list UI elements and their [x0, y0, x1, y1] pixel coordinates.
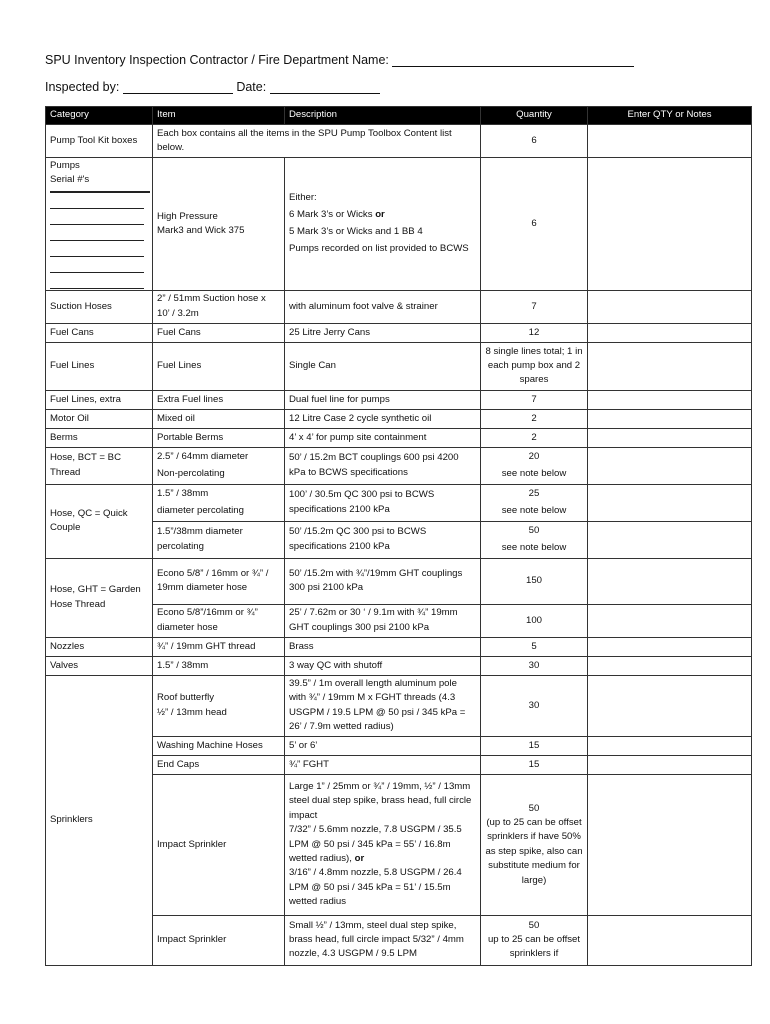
table-row [46, 125, 752, 158]
category-cell: Valves [46, 656, 153, 675]
item-cell: Washing Machine Hoses [153, 736, 285, 755]
col-header-quantity: Quantity [481, 107, 588, 125]
description-cell: 100’ / 30.5m QC 300 psi to BCWS specifications 2100 kPa [285, 484, 481, 521]
inventory-table [45, 106, 752, 966]
description-cell: 3 way QC with shutoff [285, 656, 481, 675]
notes-cell[interactable] [588, 656, 752, 675]
col-header-description: Description [285, 107, 481, 125]
quantity-cell [481, 447, 588, 484]
description-cell: 50’ /15.2m with ¾”/19mm GHT couplings 300 psi 2100 kPa [285, 558, 481, 604]
notes-cell[interactable] [588, 428, 752, 447]
serial-label: Serial #'s [50, 174, 90, 186]
item-cell: Fuel Lines [153, 342, 285, 390]
quantity-cell [481, 484, 588, 521]
quantity-cell [481, 915, 588, 965]
pumps-label: Pumps [50, 160, 80, 171]
quantity-value: 20 [528, 451, 540, 462]
notes-cell[interactable] [588, 125, 752, 158]
notes-cell[interactable] [588, 736, 752, 755]
description-cell: Small ½” / 13mm, steel dual step spike, brass head, full circle impact 5/32” / 4mm nozzle, 4.3 USGPM / 9.5 LPM [285, 915, 481, 965]
quantity-cell [481, 774, 588, 915]
notes-cell[interactable] [588, 409, 752, 428]
notes-cell[interactable] [588, 755, 752, 774]
item-cell: Impact Sprinkler [153, 915, 285, 965]
table-row [46, 323, 752, 342]
desc-paragraph [289, 823, 476, 866]
quantity-cell: 8 single lines total; 1 in each pump box and 2 spares [481, 342, 588, 390]
category-cell: Berms [46, 428, 153, 447]
item-cell: End Caps [153, 755, 285, 774]
notes-cell[interactable] [588, 774, 752, 915]
desc-line: Pumps recorded on list provided to BCWS [289, 242, 469, 254]
quantity-cell: 6 [481, 125, 588, 158]
desc-or: or [354, 852, 365, 864]
notes-cell[interactable] [588, 323, 752, 342]
quantity-note: see note below [501, 467, 567, 479]
description-cell: Brass [285, 637, 481, 656]
inspected-by-line [45, 80, 380, 94]
col-header-notes: Enter QTY or Notes [588, 107, 752, 125]
description-cell: 12 Litre Case 2 cycle synthetic oil [285, 409, 481, 428]
notes-cell[interactable] [588, 342, 752, 390]
item-cell: Econo 5/8”/16mm or ¾” diameter hose [153, 604, 285, 637]
notes-cell[interactable] [588, 604, 752, 637]
quantity-cell: 6 [481, 158, 588, 291]
desc-line [289, 207, 476, 224]
notes-cell[interactable] [588, 637, 752, 656]
quantity-value: 50 [528, 919, 540, 931]
quantity-note: see note below [501, 504, 567, 516]
quantity-note: (up to 25 can be offset sprinklers if have 50% as step spike, also can substitute medium for large) [485, 817, 583, 886]
table-row [46, 675, 752, 736]
desc-paragraph: Large 1” / 25mm or ¾” / 19mm, ½” / 13mm steel dual step spike, brass head, full circle impact [289, 781, 472, 821]
quantity-cell: 150 [481, 558, 588, 604]
quantity-cell: 7 [481, 390, 588, 409]
date-label: Date: [236, 80, 267, 94]
table-row [46, 342, 752, 390]
serial-input-line[interactable] [50, 209, 144, 225]
notes-cell[interactable] [588, 558, 752, 604]
description-cell [285, 158, 481, 291]
item-cell: Portable Berms [153, 428, 285, 447]
item-cell: Econo 5/8” / 16mm or ¾” / 19mm diameter hose [153, 558, 285, 604]
notes-cell[interactable] [588, 290, 752, 323]
description-cell: 50’ / 15.2m BCT couplings 600 psi 4200 kPa to BCWS specifications [285, 447, 481, 484]
table-row [46, 409, 752, 428]
description-cell: Dual fuel line for pumps [285, 390, 481, 409]
quantity-cell: 15 [481, 755, 588, 774]
quantity-cell: 30 [481, 656, 588, 675]
notes-cell[interactable] [588, 484, 752, 521]
quantity-cell: 5 [481, 637, 588, 656]
notes-cell[interactable] [588, 158, 752, 291]
table-row [46, 428, 752, 447]
serial-input-line[interactable] [50, 225, 144, 241]
category-cell: Hose, BCT = BC Thread [46, 447, 153, 484]
item-line: Non-percolating [157, 467, 225, 479]
item-cell: Impact Sprinkler [153, 774, 285, 915]
description-cell: ¾” FGHT [285, 755, 481, 774]
category-cell: Motor Oil [46, 409, 153, 428]
category-cell: Fuel Cans [46, 323, 153, 342]
desc-text: 7/32” / 5.6mm nozzle, 7.8 USGPM / 35.5 LPM @ 50 psi / 345 kPa = 55’ / 16.8m wetted radius), [289, 824, 462, 864]
item-cell: 1.5” / 38mm [153, 656, 285, 675]
item-line: High Pressure [157, 210, 218, 222]
item-line: diameter percolating [157, 504, 244, 516]
item-line: 1.5” / 38mm [157, 488, 209, 499]
col-header-item: Item [153, 107, 285, 125]
serial-input-line[interactable] [50, 241, 144, 257]
table-row [46, 484, 752, 521]
contractor-name-label: SPU Inventory Inspection Contractor / Fire Department Name: [45, 53, 389, 67]
notes-cell[interactable] [588, 447, 752, 484]
category-cell: Fuel Lines [46, 342, 153, 390]
desc-option-1: 6 Mark 3’s or Wicks [289, 209, 376, 221]
item-cell: Extra Fuel lines [153, 390, 285, 409]
serial-input-line[interactable] [50, 257, 144, 273]
description-cell: Single Can [285, 342, 481, 390]
desc-line: Either: [289, 192, 317, 204]
quantity-value: 25 [528, 488, 540, 499]
item-line: ½” / 13mm head [157, 706, 227, 718]
item-cell: 2” / 51mm Suction hose x 10’ / 3.2m [153, 290, 285, 323]
description-cell: Each box contains all the items in the SPU Pump Toolbox Content list below. [153, 125, 481, 158]
item-cell: 1.5”/38mm diameter percolating [153, 521, 285, 558]
category-cell [46, 158, 153, 291]
table-row [46, 656, 752, 675]
serial-input-line[interactable] [50, 273, 144, 289]
contractor-name-field[interactable] [392, 54, 634, 67]
inspected-by-field[interactable] [123, 81, 233, 94]
quantity-note: see note below [501, 541, 567, 553]
description-cell: 50’ /15.2m QC 300 psi to BCWS specifications 2100 kPa [285, 521, 481, 558]
table-row [46, 390, 752, 409]
description-cell: 39.5” / 1m overall length aluminum pole with ¾” / 19mm M x FGHT threads (4.3 USGPM / 19.5 LPM @ 50 psi / 345 kPa = 26’ / 7.9m wetted radius) [285, 675, 481, 736]
quantity-cell: 2 [481, 428, 588, 447]
quantity-cell: 15 [481, 736, 588, 755]
quantity-cell: 30 [481, 675, 588, 736]
item-cell: Mixed oil [153, 409, 285, 428]
description-cell: with aluminum foot valve & strainer [285, 290, 481, 323]
quantity-cell [481, 521, 588, 558]
notes-cell[interactable] [588, 390, 752, 409]
category-cell: Nozzles [46, 637, 153, 656]
desc-or: or [375, 209, 385, 221]
description-cell [285, 774, 481, 915]
table-row [46, 158, 752, 291]
description-cell: 4’ x 4’ for pump site containment [285, 428, 481, 447]
quantity-cell: 2 [481, 409, 588, 428]
item-line: Mark3 and Wick 375 [157, 224, 245, 236]
item-line: Roof butterfly [157, 692, 215, 704]
desc-line: 5 Mark 3’s or Wicks and 1 BB 4 [289, 225, 423, 237]
table-row [46, 447, 752, 484]
table-row [46, 290, 752, 323]
category-cell: Hose, QC = Quick Couple [46, 484, 153, 558]
item-cell: ¾” / 19mm GHT thread [153, 637, 285, 656]
date-field[interactable] [270, 81, 380, 94]
description-cell: 25’ / 7.62m or 30 ‘ / 9.1m with ¾” 19mm GHT couplings 300 psi 2100 kPa [285, 604, 481, 637]
description-cell: 25 Litre Jerry Cans [285, 323, 481, 342]
table-row [46, 637, 752, 656]
quantity-value: 50 [528, 525, 540, 536]
category-cell: Sprinklers [46, 675, 153, 965]
category-cell: Pump Tool Kit boxes [46, 125, 153, 158]
notes-cell[interactable] [588, 521, 752, 558]
quantity-value: 50 [528, 802, 540, 814]
item-cell [153, 484, 285, 521]
description-cell: 5’ or 6’ [285, 736, 481, 755]
quantity-cell: 7 [481, 290, 588, 323]
item-line: 2.5” / 64mm diameter [157, 451, 249, 462]
item-cell [153, 447, 285, 484]
quantity-note: up to 25 can be offset sprinklers if [487, 934, 581, 960]
item-cell [153, 675, 285, 736]
category-cell: Fuel Lines, extra [46, 390, 153, 409]
notes-cell[interactable] [588, 675, 752, 736]
contractor-name-line [45, 53, 634, 67]
category-cell: Suction Hoses [46, 290, 153, 323]
desc-paragraph: 3/16” / 4.8mm nozzle, 5.8 USGPM / 26.4 LPM @ 50 psi / 345 kPa = 51’ / 15.5m wetted radius [289, 867, 462, 908]
table-header-row [46, 107, 752, 125]
item-cell: Fuel Cans [153, 323, 285, 342]
quantity-cell: 12 [481, 323, 588, 342]
item-cell [153, 158, 285, 291]
category-cell: Hose, GHT = Garden Hose Thread [46, 558, 153, 637]
col-header-category: Category [46, 107, 153, 125]
inspected-by-label: Inspected by: [45, 80, 120, 94]
quantity-cell: 100 [481, 604, 588, 637]
table-row [46, 558, 752, 604]
notes-cell[interactable] [588, 915, 752, 965]
serial-input-line[interactable] [50, 193, 144, 209]
